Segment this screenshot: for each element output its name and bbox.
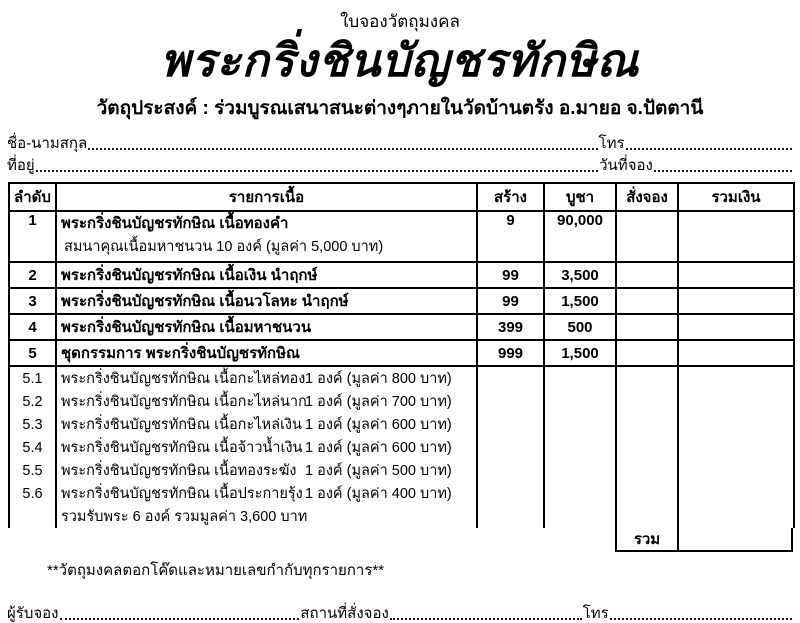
sub-row-qty: 1 องค์ (มูลค่า 600 บาท) — [305, 417, 452, 433]
row-price: 90,000 — [544, 211, 616, 262]
table-sub-row — [9, 482, 794, 505]
sub-row-item-cell — [56, 482, 477, 505]
sub-row-no: 5.5 — [9, 459, 56, 482]
address-label: ที่อยู่ — [7, 157, 35, 174]
sub-row-item-cell — [56, 366, 477, 390]
row-price: 500 — [544, 314, 616, 340]
sub-row-item-cell — [56, 390, 477, 413]
table-sub-row — [9, 436, 794, 459]
row-total-cell — [678, 288, 794, 314]
table-sub-row — [9, 390, 794, 413]
phone-fill-line — [626, 148, 792, 150]
row-total-cell — [678, 211, 794, 262]
sub-row-item-cell — [56, 459, 477, 482]
sub-row-item: พระกริ่งชินบัญชรทักษิณ เนื้อกะไหล่เงิน — [61, 417, 302, 433]
row-order-cell — [616, 314, 678, 340]
table-row — [9, 314, 794, 340]
row-item: พระกริ่งชินบัญชรทักษิณ เนื้อเงิน นำฤกษ์ — [56, 262, 477, 288]
footer-phone-label: โทร — [582, 605, 609, 622]
grand-total-label: รวม — [617, 528, 679, 550]
row-order-cell — [616, 340, 678, 366]
receiver-label: ผู้รับจอง — [7, 605, 59, 622]
sub-row-item: พระกริ่งชินบัญชรทักษิณ เนื้อกะไหล่นาก — [61, 394, 307, 410]
row-item-cell — [56, 211, 477, 262]
form-subtitle: ใบจองวัตถุมงคล — [340, 12, 460, 31]
sub-row-no: 5.2 — [9, 390, 56, 413]
sub-row-qty: 1 องค์ (มูลค่า 600 บาท) — [305, 440, 452, 456]
order-table — [8, 182, 795, 528]
row-no: 4 — [9, 314, 56, 340]
sub-summary-row — [9, 505, 794, 528]
col-header-price: บูชา — [544, 183, 616, 211]
table-row — [9, 262, 794, 288]
table-row — [9, 288, 794, 314]
row-total-cell — [678, 314, 794, 340]
row-total-cell — [678, 262, 794, 288]
row-made: 9 — [477, 211, 544, 262]
row-item: พระกริ่งชินบัญชรทักษิณ เนื้อมหาชนวน — [56, 314, 477, 340]
table-header-row — [9, 183, 794, 211]
row-order-cell — [616, 262, 678, 288]
row-price: 1,500 — [544, 340, 616, 366]
sub-row-qty: 1 องค์ (มูลค่า 700 บาท) — [305, 394, 452, 410]
sub-row-qty: 1 องค์ (มูลค่า 800 บาท) — [305, 371, 452, 387]
row-item-note: สมนาคุณเนื้อมหาชนวน 10 องค์ (มูลค่า 5,000 บาท) — [64, 239, 384, 255]
row-price: 1,500 — [544, 288, 616, 314]
col-header-made: สร้าง — [477, 183, 544, 211]
row-price: 3,500 — [544, 262, 616, 288]
receiver-fill-line — [60, 618, 300, 620]
order-place-label: สถานที่สั่งจอง — [300, 605, 389, 622]
sub-row-no: 5.1 — [9, 366, 56, 390]
purpose-line: วัตถุประสงค์ : ร่วมบูรณเสนาสนะต่างๆภายในวัดบ้านตรัง อ.มายอ จ.ปัตตานี — [96, 98, 704, 119]
sub-row-qty: 1 องค์ (มูลค่า 500 บาท) — [305, 463, 452, 479]
col-header-no: ลำดับ — [9, 183, 56, 211]
sub-row-qty: 1 องค์ (มูลค่า 400 บาท) — [305, 486, 452, 502]
col-header-total: รวมเงิน — [678, 183, 794, 211]
row-order-cell — [616, 288, 678, 314]
booking-date-label: วันที่จอง — [599, 157, 653, 174]
row-item: พระกริ่งชินบัญชรทักษิณ เนื้อนวโลหะ นำฤกษ์ — [56, 288, 477, 314]
table-sub-row — [9, 459, 794, 482]
name-phone-line — [7, 134, 793, 153]
row-no: 5 — [9, 340, 56, 366]
row-no: 3 — [9, 288, 56, 314]
phone-label: โทร — [598, 135, 625, 152]
name-fill-line — [88, 148, 597, 150]
address-date-line — [7, 156, 793, 175]
date-fill-line — [654, 170, 792, 172]
col-header-order: สั่งจอง — [616, 183, 678, 211]
row-made: 999 — [477, 340, 544, 366]
row-made: 99 — [477, 262, 544, 288]
sub-summary-text: รวมรับพระ 6 องค์ รวมมูลค่า 3,600 บาท — [56, 505, 477, 528]
row-item: พระกริ่งชินบัญชรทักษิณ เนื้อทองคำ — [61, 215, 289, 232]
table-row — [9, 211, 794, 262]
sub-row-item-cell — [56, 436, 477, 459]
sub-row-item: พระกริ่งชินบัญชรทักษิณ เนื้อประกายรุ้ง — [61, 486, 303, 502]
row-item: ชุดกรรมการ พระกริ่งชินบัญชรทักษิณ — [56, 340, 477, 366]
footnote: **วัตถุมงคลตอกโค๊ดและหมายเลขกำกับทุกรายการ** — [47, 562, 385, 579]
footer-phone-fill-line — [610, 618, 792, 620]
col-header-item: รายการเนื้อ — [56, 183, 477, 211]
row-total-cell — [678, 340, 794, 366]
order-place-fill-line — [390, 618, 582, 620]
table-sub-row — [9, 366, 794, 390]
row-made: 99 — [477, 288, 544, 314]
sub-row-item: พระกริ่งชินบัญชรทักษิณ เนื้อกะไหล่ทอง — [61, 371, 306, 387]
grand-total-box — [615, 528, 793, 552]
row-no: 1 — [9, 211, 56, 262]
sub-row-no: 5.4 — [9, 436, 56, 459]
row-order-cell — [616, 211, 678, 262]
address-fill-line — [36, 170, 598, 172]
table-row — [9, 340, 794, 366]
grand-total-value-cell — [679, 528, 791, 550]
sub-row-item-cell — [56, 413, 477, 436]
sub-row-item: พระกริ่งชินบัญชรทักษิณ เนื้อทองระฆัง — [61, 463, 297, 479]
sub-row-no: 5.6 — [9, 482, 56, 505]
sub-row-no: 5.3 — [9, 413, 56, 436]
page-title: พระกริ่งชินบัญชรทักษิณ — [160, 34, 640, 87]
row-no: 2 — [9, 262, 56, 288]
table-sub-row — [9, 413, 794, 436]
row-made: 399 — [477, 314, 544, 340]
sub-row-item: พระกริ่งชินบัญชรทักษิณ เนื้อจ้าวน้ำเงิน — [61, 440, 303, 456]
name-label: ชื่อ-นามสกุล — [7, 135, 88, 152]
